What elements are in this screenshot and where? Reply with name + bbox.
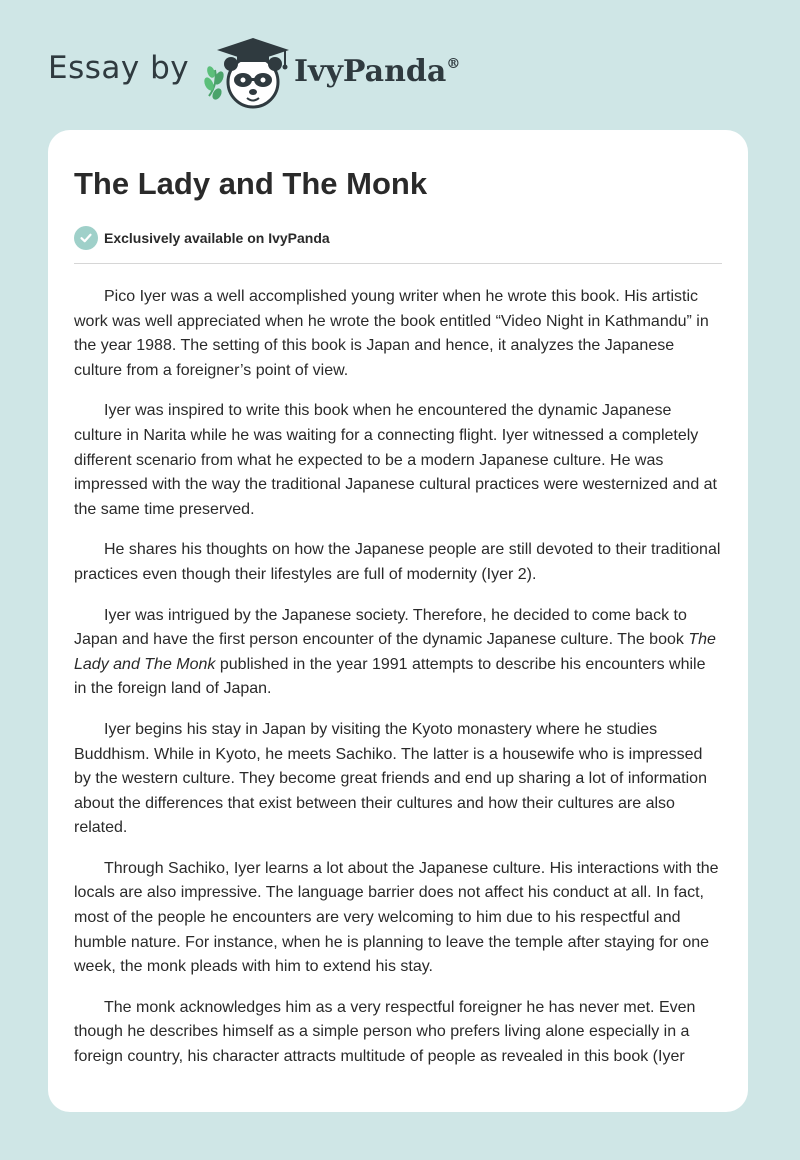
paragraph-4-start: Iyer was intrigued by the Japanese society. Therefore, he decided to come back to Japan and have the first person encounter of the dynamic Japanese culture. The book <box>74 606 689 649</box>
divider <box>74 263 722 264</box>
site-header <box>0 0 800 130</box>
check-circle-icon <box>74 226 98 250</box>
paragraph-5: Iyer begins his stay in Japan by visiting the Kyoto monastery where he studies Buddhism. While in Kyoto, he meets Sachiko. The latter is a housewife who is impressed by the western culture. They become great friends and end up sharing a lot of information about the differences that exist between their cultures and how their cultures are also related. <box>74 720 707 837</box>
book-title-italic: The Lady and The Monk <box>74 631 716 673</box>
exclusive-badge-label: Exclusively available on IvyPanda <box>104 230 330 246</box>
exclusive-badge <box>74 226 722 250</box>
paragraph-6: Through Sachiko, Iyer learns a lot about the Japanese culture. His interactions with the locals are also impressive. The language barrier does not affect his conduct at all. In fact, most of the people he encounters are very welcoming to him due to his respectful and humble nature. For instance, when he is planning to leave the temple after staying for one week, the monk pleads with him to extend his stay. <box>74 859 719 976</box>
paragraph-4 <box>74 604 722 702</box>
paragraph-2: Iyer was inspired to write this book when he encountered the dynamic Japanese culture in Narita while he was waiting for a connecting flight. Iyer witnessed a completely different scenario from what he expected to be a modern Japanese culture. He was impressed with the way the traditional Japanese cultural practices were westernized and at the same time preserved. <box>74 402 717 518</box>
essay-title: The Lady and The Monk <box>74 166 428 201</box>
brand-name[interactable] <box>294 54 460 89</box>
paragraph-3: He shares his thoughts on how the Japanese people are still devoted to their traditional practices even though their lifestyles are full of modernity (Iyer 2). <box>74 541 721 583</box>
paragraph-1: Pico Iyer was a well accomplished young writer when he wrote this book. His artistic work was well appreciated when he wrote the book entitled “Video Night in Kathmandu” in the year 1988. The setting of this book is Japan and hence, it analyzes the Japanese culture from a foreigner’s point of view. <box>74 288 709 379</box>
essay-by-label: Essay by <box>48 50 190 86</box>
essay-card <box>48 130 748 1112</box>
panda-logo-icon[interactable] <box>203 36 291 110</box>
essay-body <box>74 285 722 1070</box>
paragraph-7: The monk acknowledges him as a very respectful foreigner he has never met. Even though he describes himself as a simple person who prefers living alone especially in a foreign country, his character attracts multitude of people as revealed in this book (Iyer <box>74 998 696 1066</box>
brand-name-text: IvyPanda <box>294 54 447 89</box>
paragraph-4-end: published in the year 1991 attempts to describe his encounters while in the foreign land of Japan. <box>74 655 706 698</box>
registered-mark: ® <box>446 56 461 72</box>
